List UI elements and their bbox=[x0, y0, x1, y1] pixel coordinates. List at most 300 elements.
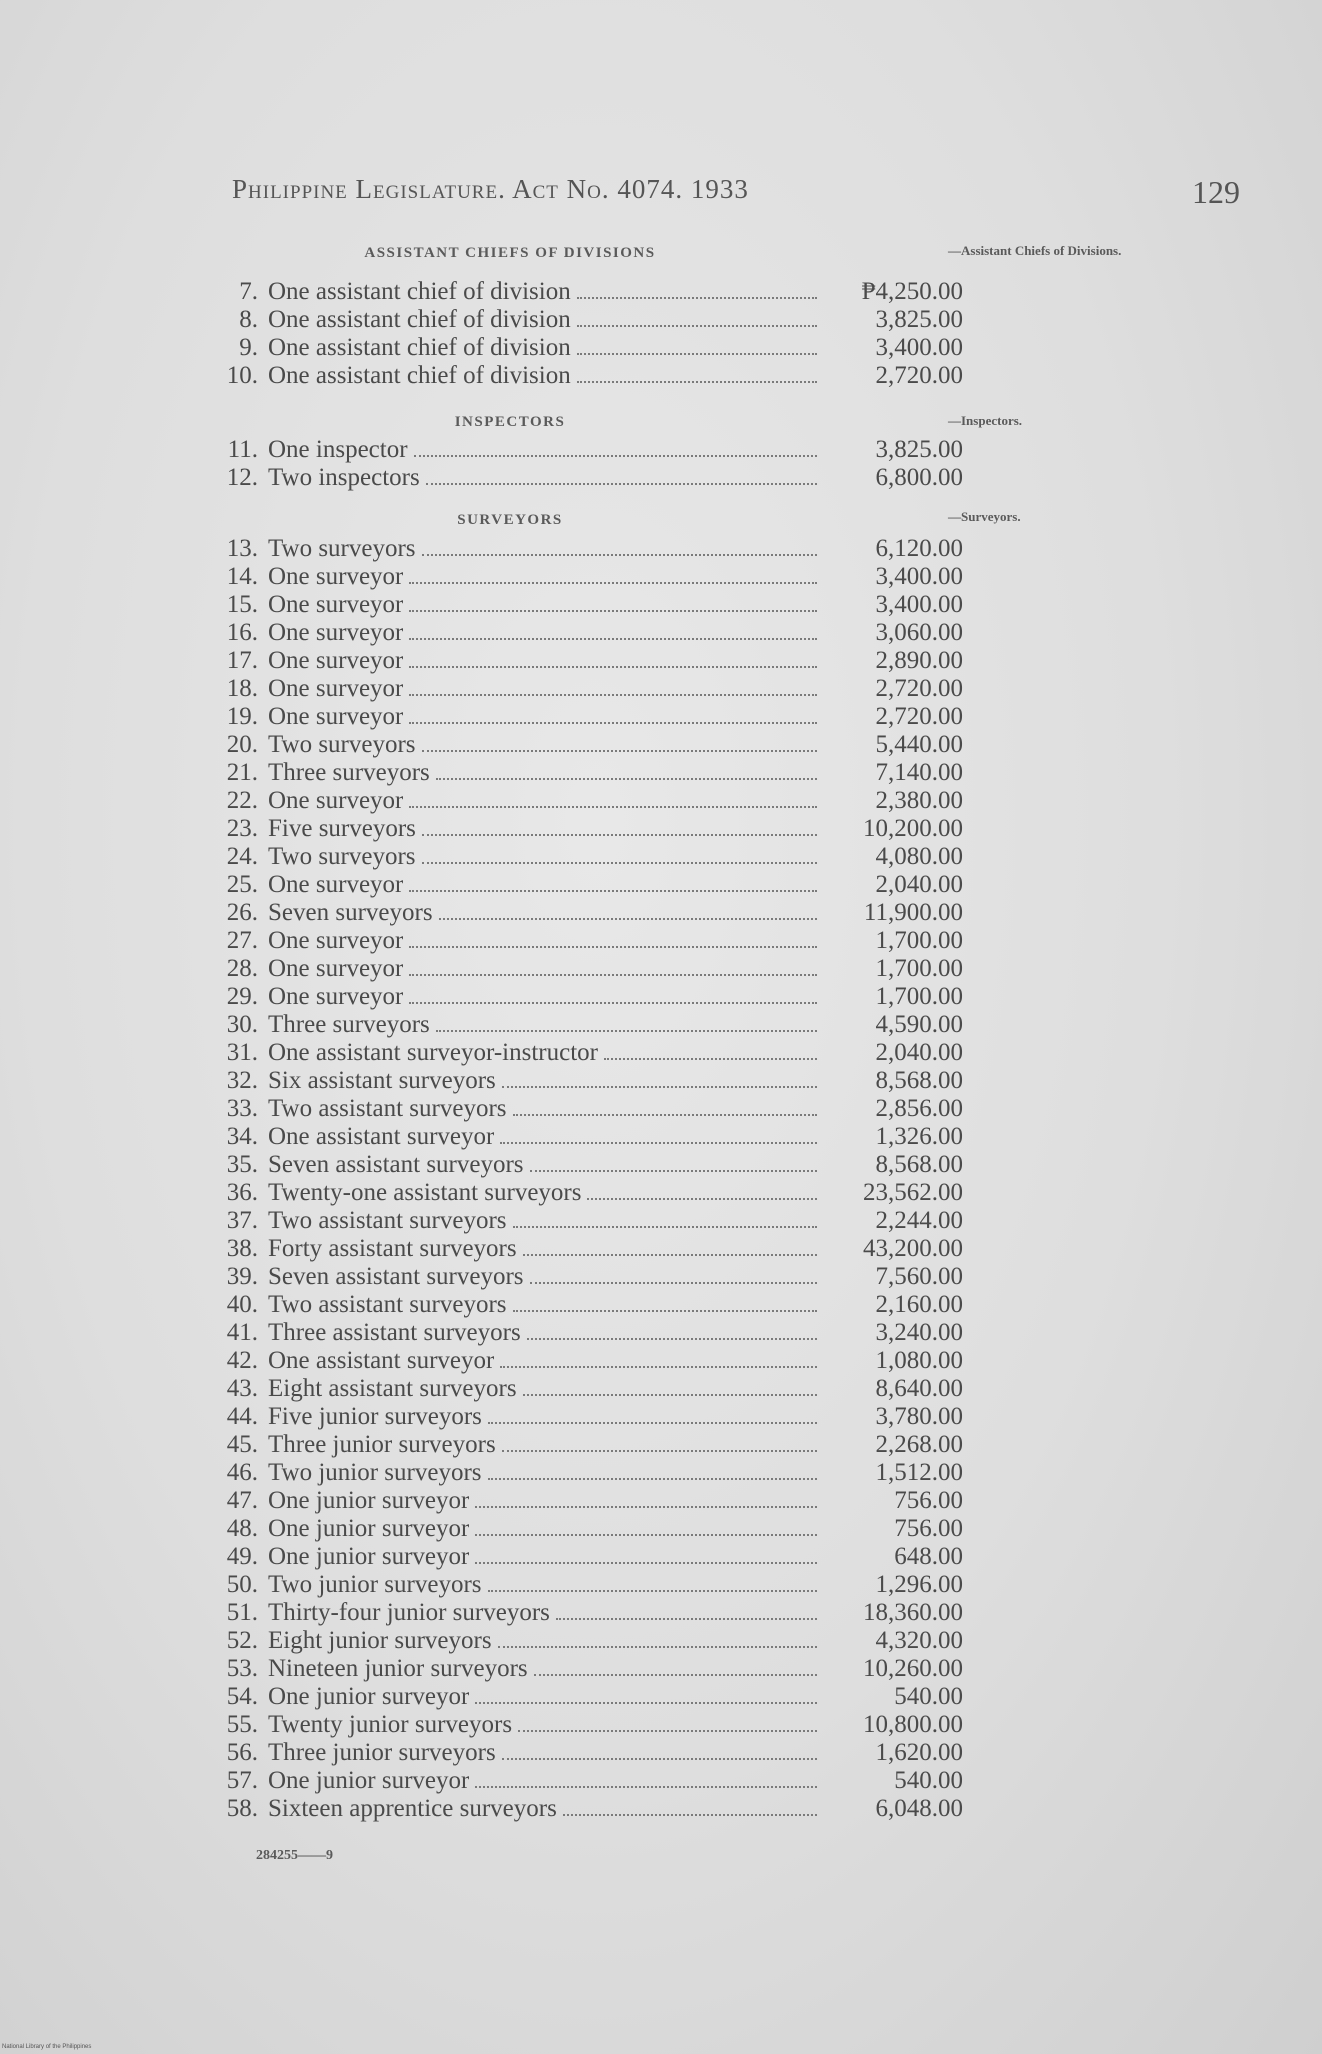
item-description-wrap bbox=[268, 1431, 823, 1459]
item-amount: 1,700.00 bbox=[875, 955, 963, 982]
item-description-wrap bbox=[268, 1767, 823, 1795]
list-item bbox=[200, 1767, 980, 1795]
dot-leader bbox=[563, 1814, 817, 1816]
item-amount: 10,800.00 bbox=[863, 1711, 963, 1738]
list-item bbox=[200, 1375, 980, 1403]
item-number: 46. bbox=[226, 1459, 258, 1486]
item-description-wrap bbox=[268, 1207, 823, 1235]
list-item bbox=[200, 1599, 980, 1627]
list-item bbox=[200, 535, 980, 563]
dot-leader bbox=[488, 1478, 817, 1480]
item-amount: 8,568.00 bbox=[875, 1151, 963, 1178]
item-description-wrap bbox=[268, 1263, 823, 1291]
dot-leader bbox=[488, 1422, 817, 1424]
item-description-wrap bbox=[268, 955, 823, 983]
item-number: 18. bbox=[226, 675, 258, 702]
item-number: 49. bbox=[226, 1543, 258, 1570]
item-description-wrap bbox=[268, 843, 823, 871]
item-description: Eight junior surveyors bbox=[268, 1627, 492, 1654]
item-description-wrap bbox=[268, 899, 823, 927]
item-amount: 3,400.00 bbox=[875, 334, 963, 361]
dot-leader bbox=[502, 1758, 817, 1760]
item-description: Three junior surveyors bbox=[268, 1739, 496, 1766]
item-amount: 3,780.00 bbox=[875, 1403, 963, 1430]
item-amount: 3,400.00 bbox=[875, 563, 963, 590]
item-description: One surveyor bbox=[268, 619, 404, 646]
item-description-wrap bbox=[268, 1011, 823, 1039]
item-amount: 1,700.00 bbox=[875, 927, 963, 954]
item-description: Five junior surveyors bbox=[268, 1403, 482, 1430]
item-amount: 756.00 bbox=[894, 1487, 963, 1514]
dot-leader bbox=[534, 1674, 817, 1676]
item-description-wrap bbox=[268, 619, 823, 647]
dot-leader bbox=[422, 750, 817, 752]
item-description: Forty assistant surveyors bbox=[268, 1235, 517, 1262]
dot-leader bbox=[422, 862, 817, 864]
dot-leader bbox=[409, 806, 817, 808]
dot-leader bbox=[475, 1702, 817, 1704]
item-description: One junior surveyor bbox=[268, 1515, 470, 1542]
item-number: 53. bbox=[226, 1655, 258, 1682]
list-item bbox=[200, 1263, 980, 1291]
item-amount: 2,890.00 bbox=[875, 647, 963, 674]
item-number: 12. bbox=[226, 464, 258, 491]
item-description-wrap bbox=[268, 1375, 823, 1403]
dot-leader bbox=[577, 297, 817, 299]
section-heading-inspectors: INSPECTORS bbox=[454, 414, 566, 430]
item-description-wrap bbox=[268, 1739, 823, 1767]
dot-leader bbox=[604, 1058, 817, 1060]
item-number: 51. bbox=[226, 1599, 258, 1626]
item-amount: 540.00 bbox=[894, 1767, 963, 1794]
item-description-wrap bbox=[268, 591, 823, 619]
item-amount: 2,268.00 bbox=[875, 1431, 963, 1458]
entries-inspectors bbox=[200, 436, 980, 492]
list-item bbox=[200, 1207, 980, 1235]
item-number: 35. bbox=[226, 1151, 258, 1178]
item-number: 8. bbox=[239, 306, 258, 333]
dot-leader bbox=[500, 1366, 817, 1368]
item-description: One surveyor bbox=[268, 563, 404, 590]
dot-leader bbox=[475, 1786, 817, 1788]
printer-signature: 284255——9 bbox=[256, 1848, 333, 1863]
dot-leader bbox=[475, 1506, 817, 1508]
list-item bbox=[200, 647, 980, 675]
item-description: Two assistant surveyors bbox=[268, 1095, 507, 1122]
item-description-wrap bbox=[268, 1067, 823, 1095]
item-amount: 1,296.00 bbox=[875, 1571, 963, 1598]
item-amount: 2,720.00 bbox=[875, 703, 963, 730]
dot-leader bbox=[409, 638, 817, 640]
item-amount: 43,200.00 bbox=[863, 1235, 963, 1262]
dot-leader bbox=[523, 1254, 817, 1256]
dot-leader bbox=[527, 1338, 817, 1340]
list-item bbox=[200, 334, 980, 362]
item-description-wrap bbox=[268, 1123, 823, 1151]
list-item bbox=[200, 1347, 980, 1375]
item-description: Seven assistant surveyors bbox=[268, 1151, 524, 1178]
item-description: Two inspectors bbox=[268, 464, 420, 491]
dot-leader bbox=[577, 325, 817, 327]
dot-leader bbox=[439, 918, 817, 920]
list-item bbox=[200, 1319, 980, 1347]
item-amount: 756.00 bbox=[894, 1515, 963, 1542]
list-item bbox=[200, 1655, 980, 1683]
dot-leader bbox=[409, 946, 817, 948]
item-amount: 1,700.00 bbox=[875, 983, 963, 1010]
item-description: One inspector bbox=[268, 436, 408, 463]
list-item bbox=[200, 1039, 980, 1067]
item-description-wrap bbox=[268, 1515, 823, 1543]
margin-note-surveyors: —Surveyors. bbox=[948, 509, 1021, 524]
archive-tag: National Library of the Philippines bbox=[2, 2044, 92, 2050]
list-item bbox=[200, 591, 980, 619]
item-description-wrap bbox=[268, 563, 823, 591]
dot-leader bbox=[502, 1450, 817, 1452]
item-description-wrap bbox=[268, 1291, 823, 1319]
dot-leader bbox=[577, 381, 817, 383]
list-item bbox=[200, 1487, 980, 1515]
item-number: 33. bbox=[226, 1095, 258, 1122]
list-item bbox=[200, 927, 980, 955]
item-description: Six assistant surveyors bbox=[268, 1067, 496, 1094]
item-number: 50. bbox=[226, 1571, 258, 1598]
list-item bbox=[200, 871, 980, 899]
item-description: One assistant surveyor-instructor bbox=[268, 1039, 598, 1066]
item-number: 24. bbox=[226, 843, 258, 870]
item-description-wrap bbox=[268, 1459, 823, 1487]
list-item bbox=[200, 815, 980, 843]
item-number: 16. bbox=[226, 619, 258, 646]
item-description: Seven assistant surveyors bbox=[268, 1263, 524, 1290]
item-amount: 6,120.00 bbox=[875, 535, 963, 562]
item-description-wrap bbox=[268, 703, 823, 731]
section-heading-assistant-chiefs: ASSISTANT CHIEFS OF DIVISIONS bbox=[364, 245, 656, 261]
list-item bbox=[200, 843, 980, 871]
margin-note-assistant-chiefs: —Assistant Chiefs of Divisions. bbox=[948, 243, 1122, 258]
item-description: Two surveyors bbox=[268, 535, 416, 562]
item-description: One surveyor bbox=[268, 675, 404, 702]
dot-leader bbox=[513, 1114, 817, 1116]
item-description-wrap bbox=[268, 787, 823, 815]
item-description: Three junior surveyors bbox=[268, 1431, 496, 1458]
item-description: Seven surveyors bbox=[268, 899, 433, 926]
item-description: Two surveyors bbox=[268, 731, 416, 758]
item-number: 41. bbox=[226, 1319, 258, 1346]
item-description-wrap bbox=[268, 1655, 823, 1683]
item-number: 39. bbox=[226, 1263, 258, 1290]
item-number: 38. bbox=[226, 1235, 258, 1262]
item-amount: 1,326.00 bbox=[875, 1123, 963, 1150]
item-amount: 4,320.00 bbox=[875, 1627, 963, 1654]
item-description: Two junior surveyors bbox=[268, 1571, 482, 1598]
item-description-wrap bbox=[268, 362, 823, 390]
item-description: Five surveyors bbox=[268, 815, 416, 842]
item-number: 58. bbox=[226, 1795, 258, 1822]
item-description: One assistant chief of division bbox=[268, 278, 571, 305]
item-amount: 3,240.00 bbox=[875, 1319, 963, 1346]
list-item bbox=[200, 1543, 980, 1571]
item-number: 26. bbox=[226, 899, 258, 926]
item-amount: 3,060.00 bbox=[875, 619, 963, 646]
list-item bbox=[200, 983, 980, 1011]
dot-leader bbox=[513, 1226, 817, 1228]
item-description-wrap bbox=[268, 306, 823, 334]
item-description-wrap bbox=[268, 675, 823, 703]
list-item bbox=[200, 1067, 980, 1095]
entries-surveyors bbox=[200, 535, 980, 1823]
item-description: Nineteen junior surveyors bbox=[268, 1655, 528, 1682]
item-amount: 7,560.00 bbox=[875, 1263, 963, 1290]
dot-leader bbox=[502, 1086, 817, 1088]
item-amount: 2,040.00 bbox=[875, 1039, 963, 1066]
item-amount: 23,562.00 bbox=[863, 1179, 963, 1206]
list-item bbox=[200, 1235, 980, 1263]
list-item bbox=[200, 703, 980, 731]
item-description: Sixteen apprentice surveyors bbox=[268, 1795, 557, 1822]
dot-leader bbox=[409, 1002, 817, 1004]
dot-leader bbox=[475, 1534, 817, 1536]
item-amount: 4,080.00 bbox=[875, 843, 963, 870]
item-description-wrap bbox=[268, 535, 823, 563]
item-description: One junior surveyor bbox=[268, 1683, 470, 1710]
item-description: Two assistant surveyors bbox=[268, 1207, 507, 1234]
item-number: 44. bbox=[226, 1403, 258, 1430]
item-description: One surveyor bbox=[268, 955, 404, 982]
dot-leader bbox=[409, 582, 817, 584]
item-amount: 540.00 bbox=[894, 1683, 963, 1710]
list-item bbox=[200, 1711, 980, 1739]
item-description: One junior surveyor bbox=[268, 1767, 470, 1794]
item-number: 56. bbox=[226, 1739, 258, 1766]
item-number: 14. bbox=[226, 563, 258, 590]
item-description-wrap bbox=[268, 927, 823, 955]
item-description: Three surveyors bbox=[268, 759, 430, 786]
item-description-wrap bbox=[268, 1151, 823, 1179]
dot-leader bbox=[498, 1646, 817, 1648]
item-description-wrap bbox=[268, 1627, 823, 1655]
list-item bbox=[200, 1627, 980, 1655]
item-number: 20. bbox=[226, 731, 258, 758]
list-item bbox=[200, 955, 980, 983]
dot-leader bbox=[513, 1310, 817, 1312]
item-description-wrap bbox=[268, 1235, 823, 1263]
item-number: 17. bbox=[226, 647, 258, 674]
item-description: One assistant surveyor bbox=[268, 1123, 495, 1150]
dot-leader bbox=[500, 1142, 817, 1144]
item-description-wrap bbox=[268, 1179, 823, 1207]
dot-leader bbox=[409, 722, 817, 724]
item-number: 43. bbox=[226, 1375, 258, 1402]
item-number: 15. bbox=[226, 591, 258, 618]
dot-leader bbox=[518, 1730, 817, 1732]
list-item bbox=[200, 1403, 980, 1431]
item-number: 19. bbox=[226, 703, 258, 730]
list-item bbox=[200, 1739, 980, 1767]
item-description: Two assistant surveyors bbox=[268, 1291, 507, 1318]
list-item bbox=[200, 899, 980, 927]
item-number: 29. bbox=[226, 983, 258, 1010]
entries-assistant-chiefs bbox=[200, 278, 980, 390]
dot-leader bbox=[436, 778, 817, 780]
item-description-wrap bbox=[268, 1487, 823, 1515]
dot-leader bbox=[422, 834, 817, 836]
item-description: Two junior surveyors bbox=[268, 1459, 482, 1486]
item-number: 42. bbox=[226, 1347, 258, 1374]
list-item bbox=[200, 619, 980, 647]
item-description-wrap bbox=[268, 334, 823, 362]
item-description: Twenty-one assistant surveyors bbox=[268, 1179, 582, 1206]
item-description: Thirty-four junior surveyors bbox=[268, 1599, 550, 1626]
item-number: 55. bbox=[226, 1711, 258, 1738]
dot-leader bbox=[587, 1198, 817, 1200]
item-amount: 18,360.00 bbox=[863, 1599, 963, 1626]
item-number: 30. bbox=[226, 1011, 258, 1038]
list-item bbox=[200, 464, 980, 492]
item-number: 27. bbox=[226, 927, 258, 954]
item-amount: 1,512.00 bbox=[875, 1459, 963, 1486]
item-description-wrap bbox=[268, 815, 823, 843]
item-number: 52. bbox=[226, 1627, 258, 1654]
item-description: One assistant chief of division bbox=[268, 334, 571, 361]
dot-leader bbox=[530, 1170, 817, 1172]
item-description: One surveyor bbox=[268, 591, 404, 618]
item-number: 57. bbox=[226, 1767, 258, 1794]
running-head: Philippine Legislature. Act No. 4074. 1933 bbox=[232, 174, 749, 204]
item-amount: 2,244.00 bbox=[875, 1207, 963, 1234]
item-number: 34. bbox=[226, 1123, 258, 1150]
item-amount: 648.00 bbox=[894, 1543, 963, 1570]
item-amount: 2,856.00 bbox=[875, 1095, 963, 1122]
dot-leader bbox=[577, 353, 817, 355]
list-item bbox=[200, 787, 980, 815]
dot-leader bbox=[409, 694, 817, 696]
item-description: Two surveyors bbox=[268, 843, 416, 870]
item-number: 25. bbox=[226, 871, 258, 898]
item-description: One surveyor bbox=[268, 647, 404, 674]
item-amount: 2,720.00 bbox=[875, 362, 963, 389]
item-description-wrap bbox=[268, 464, 823, 492]
item-amount: 1,080.00 bbox=[875, 1347, 963, 1374]
item-amount: 3,825.00 bbox=[875, 306, 963, 333]
item-number: 32. bbox=[226, 1067, 258, 1094]
dot-leader bbox=[409, 890, 817, 892]
item-description-wrap bbox=[268, 983, 823, 1011]
item-number: 45. bbox=[226, 1431, 258, 1458]
item-description-wrap bbox=[268, 436, 823, 464]
item-number: 11. bbox=[227, 436, 258, 463]
list-item bbox=[200, 1795, 980, 1823]
item-amount: 7,140.00 bbox=[875, 759, 963, 786]
item-description-wrap bbox=[268, 871, 823, 899]
item-amount: 4,590.00 bbox=[875, 1011, 963, 1038]
item-description: One junior surveyor bbox=[268, 1487, 470, 1514]
item-amount: 10,200.00 bbox=[863, 815, 963, 842]
item-description: One junior surveyor bbox=[268, 1543, 470, 1570]
dot-leader bbox=[409, 610, 817, 612]
item-amount: 2,040.00 bbox=[875, 871, 963, 898]
list-item bbox=[200, 731, 980, 759]
item-number: 28. bbox=[226, 955, 258, 982]
dot-leader bbox=[523, 1394, 817, 1396]
dot-leader bbox=[475, 1562, 817, 1564]
dot-leader bbox=[488, 1590, 817, 1592]
item-description-wrap bbox=[268, 1711, 823, 1739]
item-amount: 3,825.00 bbox=[875, 436, 963, 463]
item-description: One surveyor bbox=[268, 787, 404, 814]
item-number: 9. bbox=[239, 334, 258, 361]
dot-leader bbox=[530, 1282, 817, 1284]
item-number: 40. bbox=[226, 1291, 258, 1318]
list-item bbox=[200, 1431, 980, 1459]
item-number: 23. bbox=[226, 815, 258, 842]
item-amount: 2,380.00 bbox=[875, 787, 963, 814]
list-item bbox=[200, 306, 980, 334]
list-item bbox=[200, 675, 980, 703]
list-item bbox=[200, 1179, 980, 1207]
list-item bbox=[200, 1095, 980, 1123]
page-number: 129 bbox=[1192, 174, 1240, 210]
item-amount: 1,620.00 bbox=[875, 1739, 963, 1766]
item-description: One surveyor bbox=[268, 927, 404, 954]
item-number: 37. bbox=[226, 1207, 258, 1234]
dot-leader bbox=[409, 666, 817, 668]
item-amount: ₱4,250.00 bbox=[861, 278, 963, 305]
item-description: One surveyor bbox=[268, 871, 404, 898]
dot-leader bbox=[426, 483, 817, 485]
item-description: Eight assistant surveyors bbox=[268, 1375, 517, 1402]
item-description-wrap bbox=[268, 759, 823, 787]
item-description: Three assistant surveyors bbox=[268, 1319, 521, 1346]
item-number: 21. bbox=[226, 759, 258, 786]
item-number: 36. bbox=[226, 1179, 258, 1206]
list-item bbox=[200, 563, 980, 591]
list-item bbox=[200, 1123, 980, 1151]
margin-note-inspectors: —Inspectors. bbox=[948, 413, 1023, 428]
item-number: 7. bbox=[239, 278, 258, 305]
item-number: 48. bbox=[226, 1515, 258, 1542]
item-amount: 6,048.00 bbox=[875, 1795, 963, 1822]
list-item bbox=[200, 436, 980, 464]
item-number: 54. bbox=[226, 1683, 258, 1710]
item-amount: 8,568.00 bbox=[875, 1067, 963, 1094]
dot-leader bbox=[422, 554, 817, 556]
item-description-wrap bbox=[268, 278, 823, 306]
item-description: One assistant chief of division bbox=[268, 362, 571, 389]
item-number: 22. bbox=[226, 787, 258, 814]
list-item bbox=[200, 362, 980, 390]
item-amount: 5,440.00 bbox=[875, 731, 963, 758]
item-description: One assistant surveyor bbox=[268, 1347, 495, 1374]
item-amount: 8,640.00 bbox=[875, 1375, 963, 1402]
item-amount: 10,260.00 bbox=[863, 1655, 963, 1682]
list-item bbox=[200, 1011, 980, 1039]
item-description-wrap bbox=[268, 1683, 823, 1711]
list-item bbox=[200, 759, 980, 787]
item-description: One surveyor bbox=[268, 983, 404, 1010]
list-item bbox=[200, 1515, 980, 1543]
item-description: Twenty junior surveyors bbox=[268, 1711, 513, 1738]
item-number: 13. bbox=[226, 535, 258, 562]
list-item bbox=[200, 278, 980, 306]
item-number: 31. bbox=[226, 1039, 258, 1066]
item-description-wrap bbox=[268, 1319, 823, 1347]
list-item bbox=[200, 1151, 980, 1179]
item-description-wrap bbox=[268, 647, 823, 675]
dot-leader bbox=[414, 455, 817, 457]
dot-leader bbox=[436, 1030, 817, 1032]
item-description-wrap bbox=[268, 1403, 823, 1431]
